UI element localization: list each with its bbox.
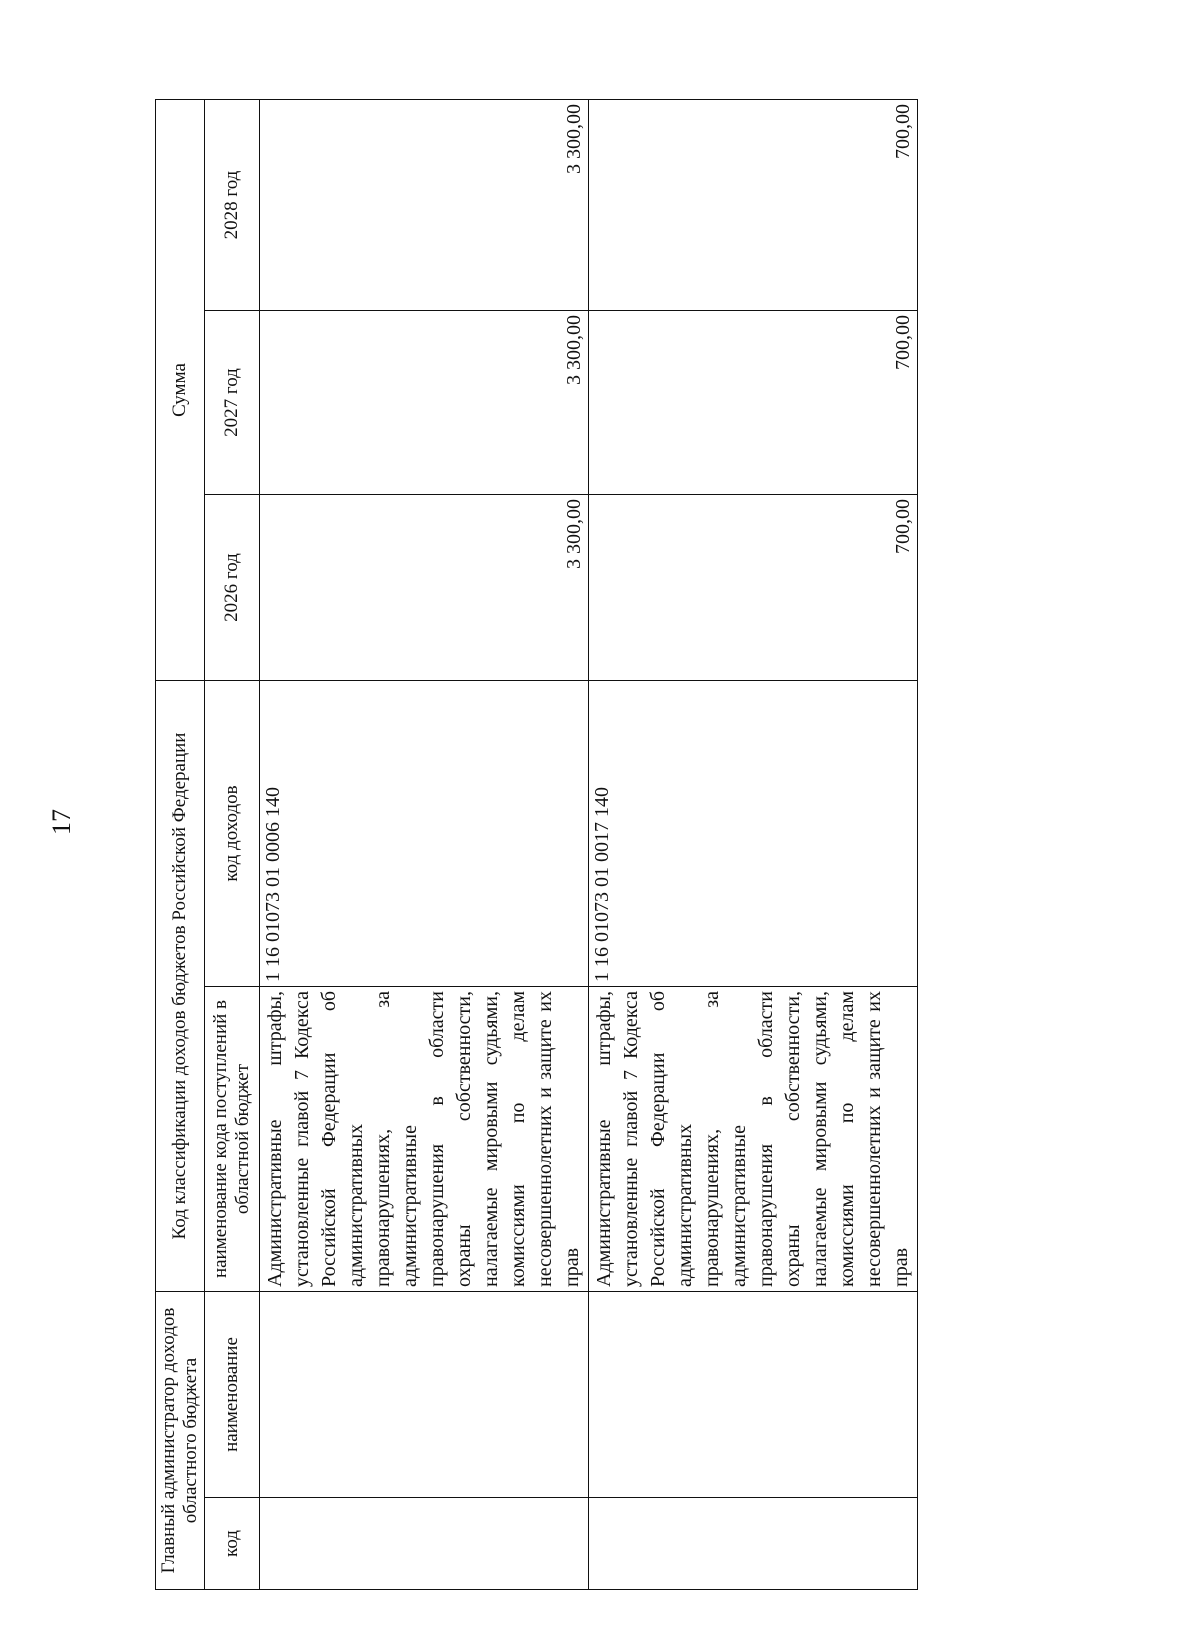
row-admin-code [589, 1498, 918, 1590]
row-revenue-code: 1 16 01073 01 0017 140 [589, 681, 918, 987]
header-sum-group: Сумма [156, 100, 205, 681]
header-year-2028: 2028 год [205, 100, 260, 311]
header-classification-group: Код классификации доходов бюджетов Российской Федерации [156, 681, 205, 1292]
row-admin-code [260, 1498, 589, 1590]
row-sum-2026: 3 300,00 [260, 495, 589, 681]
revenue-table [155, 99, 918, 1590]
row-sum-2027: 700,00 [589, 311, 918, 495]
table-row [589, 100, 918, 1590]
row-admin-name [589, 1292, 918, 1498]
header-row-bottom [205, 100, 260, 1590]
header-admin-group: Главный администратор доходов областного бюджета [156, 1292, 205, 1590]
row-sum-2028: 3 300,00 [260, 100, 589, 311]
header-year-2027: 2027 год [205, 311, 260, 495]
header-classification-name: наименование кода поступлений в областной бюджет [205, 987, 260, 1292]
table-row [260, 100, 589, 1590]
row-sum-2027: 3 300,00 [260, 311, 589, 495]
table-rotator [155, 100, 914, 1590]
row-sum-2026: 700,00 [589, 495, 918, 681]
row-sum-2028: 700,00 [589, 100, 918, 311]
row-revenue-code: 1 16 01073 01 0006 140 [260, 681, 589, 987]
header-year-2026: 2026 год [205, 495, 260, 681]
row-admin-name [260, 1292, 589, 1498]
header-admin-name: наименование [205, 1292, 260, 1498]
page-number: 17 [47, 809, 76, 835]
row-revenue-name: Административные штрафы, установленные главой 7 Кодекса Российской Федерации об административных правонарушениях, за административные правонарушения в области охраны собственности, налагаемые мировыми судьями, комиссиями по делам несовершеннолетних и защите их прав [589, 987, 918, 1292]
rotated-table-frame [155, 100, 914, 1590]
header-row-top [156, 100, 205, 1590]
row-revenue-name: Административные штрафы, установленные главой 7 Кодекса Российской Федерации об административных правонарушениях, за административные правонарушения в области охраны собственности, налагаемые мировыми судьями, комиссиями по делам несовершеннолетних и защите их прав [260, 987, 589, 1292]
header-classification-code: код доходов [205, 681, 260, 987]
header-admin-code: код [205, 1498, 260, 1590]
